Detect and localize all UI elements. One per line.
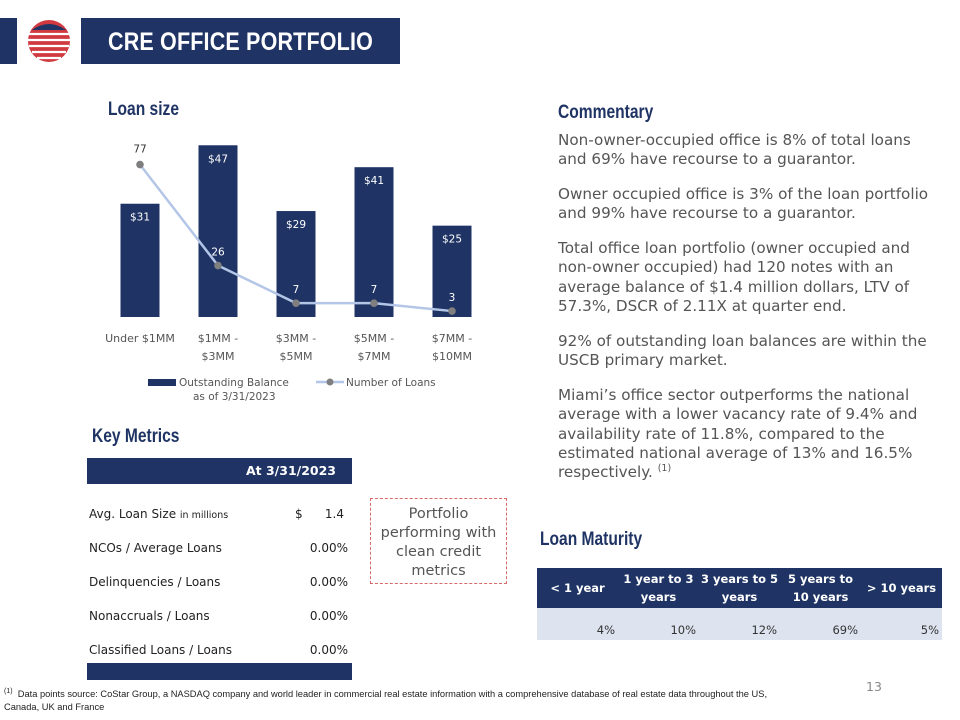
x-tick-label: Under $1MM: [105, 332, 175, 345]
loan-maturity-heading: Loan Maturity: [540, 529, 643, 550]
x-tick-label: $1MM -: [197, 332, 239, 345]
x-tick-label: $7MM: [357, 350, 391, 363]
x-tick-label: $7MM -: [431, 332, 473, 345]
key-metrics-row: [87, 497, 352, 531]
maturity-header-cell: 1 year to 3 years: [623, 572, 694, 604]
key-metrics-row: [87, 599, 352, 633]
loan-maturity-table: [537, 568, 942, 640]
key-metrics-row: [87, 565, 352, 599]
bar-data-label: $31: [129, 211, 151, 224]
legend-swatch-bar: [148, 379, 176, 386]
x-tick-label: $10MM: [432, 350, 472, 363]
line-point: [214, 262, 222, 270]
performance-callout: Portfolio performing with clean credit metrics: [370, 498, 507, 584]
maturity-header-cell: > 10 years: [866, 581, 937, 595]
maturity-value-row: [537, 608, 942, 640]
line-data-label: 3: [448, 292, 456, 305]
commentary-paragraph-5-text: Miami’s office sector outperforms the national average with a lower vacancy rate of 9.4% and availability rate of 11.8%, compared to the estimated national average of 13% and 16.5% respectively.: [558, 385, 918, 482]
bar-data-label: $29: [285, 219, 307, 232]
line-point: [448, 307, 456, 315]
metric-label-text: Avg. Loan Size: [89, 507, 177, 521]
legend-label: Number of Loans: [346, 377, 436, 389]
commentary-body: [558, 131, 938, 498]
metric-value: 0.00%: [309, 643, 348, 657]
source-footnote: [4, 688, 804, 714]
legend-label: Outstanding Balance: [179, 377, 289, 389]
bar-data-label: $25: [441, 233, 463, 246]
key-metrics-header: At 3/31/2023: [87, 458, 352, 484]
line-data-label: 77: [133, 143, 147, 156]
metric-label: NCOs / Average Loans: [89, 541, 222, 555]
line-data-label: 26: [211, 246, 225, 259]
loan-size-heading: Loan size: [108, 99, 179, 120]
commentary-paragraph-1: Non-owner-occupied office is 8% of total loans and 69% have recourse to a guarantor.: [558, 131, 911, 169]
x-tick-label: $3MM -: [275, 332, 317, 345]
key-metrics-footer-band: [87, 663, 352, 680]
footnote-reference: (1): [657, 463, 672, 475]
page-number: 13: [866, 679, 882, 694]
loan-size-chart: [90, 120, 490, 410]
key-metrics-row: [87, 531, 352, 565]
bar: [199, 145, 238, 317]
maturity-header-cell: 3 years to 5 years: [701, 572, 778, 604]
commentary-heading: Commentary: [558, 102, 654, 123]
maturity-header-cell: 5 years to 10 years: [788, 572, 853, 604]
metric-currency: $: [295, 507, 303, 521]
maturity-value-cell: 69%: [832, 623, 858, 637]
line-point: [292, 299, 300, 307]
key-metrics-row: [87, 633, 352, 667]
line-data-label: 7: [370, 284, 378, 297]
maturity-value-cell: 12%: [751, 623, 777, 637]
maturity-value-cell: 10%: [670, 623, 696, 637]
footnote-text: Data points source: CoStar Group, a NASDAQ company and world leader in commercial real estate information with a comprehensive database of real estate data throughout the US, Canada, UK and France: [4, 689, 768, 712]
company-logo: [15, 14, 83, 68]
x-tick-label: $5MM: [279, 350, 313, 363]
metric-value: 0.00%: [309, 609, 348, 623]
x-tick-label: $3MM: [201, 350, 235, 363]
metric-label: Classified Loans / Loans: [89, 643, 233, 657]
x-tick-label: $5MM -: [353, 332, 395, 345]
key-metrics-heading: Key Metrics: [92, 426, 180, 447]
maturity-header-row: [537, 568, 942, 608]
line-point: [370, 299, 378, 307]
bar-data-label: $41: [363, 175, 385, 188]
maturity-header-cell: < 1 year: [550, 581, 605, 595]
commentary-paragraph-4: 92% of outstanding loan balances are within the USCB primary market.: [558, 331, 927, 370]
legend-marker: [327, 379, 334, 386]
maturity-value-cell: 4%: [596, 623, 615, 637]
metric-value: 0.00%: [309, 575, 348, 589]
metric-label: Delinquencies / Loans: [89, 575, 221, 589]
metric-label-suffix: in millions: [179, 510, 229, 521]
commentary-paragraph-2: Owner occupied office is 3% of the loan portfolio and 99% have recourse to a guarantor.: [558, 185, 929, 223]
commentary-paragraph-3: Total office loan portfolio (owner occupied and non-owner occupied) had 120 notes with an average balance of $1.4 million dollars, LTV of 57.3%, DSCR of 2.11X at quarter end.: [558, 239, 910, 316]
metric-value: 0.00%: [309, 541, 348, 555]
line-data-label: 7: [292, 284, 300, 297]
metric-label: [89, 497, 228, 533]
metric-value: 1.4: [324, 507, 344, 521]
footnote-marker: (1): [4, 687, 13, 695]
bar-data-label: $47: [207, 153, 229, 166]
line-point: [136, 161, 144, 169]
legend-label: as of 3/31/2023: [193, 391, 276, 403]
maturity-value-cell: 5%: [920, 623, 939, 637]
metric-label: Nonaccruals / Loans: [89, 609, 210, 623]
commentary-paragraph-5: [558, 386, 938, 482]
page-title: CRE OFFICE PORTFOLIO: [108, 28, 374, 56]
